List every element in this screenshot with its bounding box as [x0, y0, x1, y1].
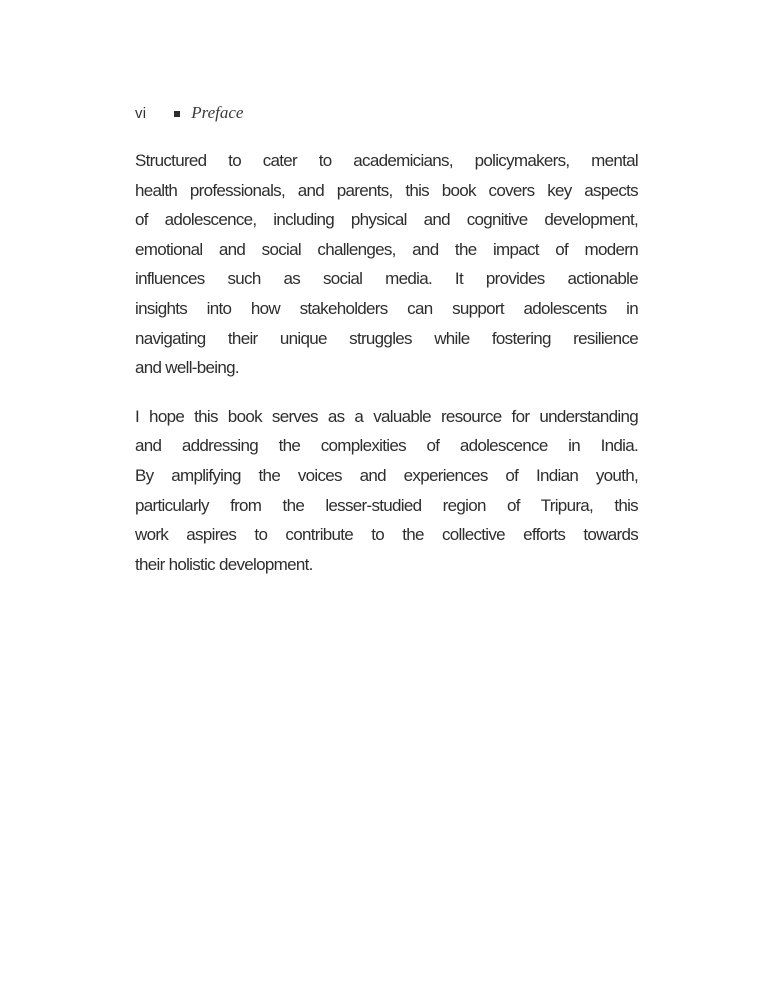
- text-line: their holistic development.: [135, 554, 313, 574]
- text-line: emotional and social challenges, and the impact of modern: [135, 239, 638, 259]
- paragraph-2: [135, 402, 638, 580]
- body-text: [135, 146, 638, 579]
- text-line: navigating their unique struggles while fostering resilience: [135, 328, 638, 348]
- text-line: particularly from the lesser-studied region of Tripura, this: [135, 495, 638, 515]
- text-line: Structured to cater to academicians, policymakers, mental: [135, 151, 638, 170]
- paragraph-1: [135, 146, 638, 383]
- text-line: influences such as social media. It provides actionable: [135, 269, 638, 289]
- running-header: [135, 103, 243, 123]
- text-line: of adolescence, including physical and cognitive development,: [135, 210, 638, 230]
- text-line: health professionals, and parents, this book covers key aspects: [135, 180, 638, 200]
- text-line: insights into how stakeholders can support adolescents in: [135, 298, 638, 318]
- square-bullet-icon: [174, 111, 180, 117]
- text-line: work aspires to contribute to the collective efforts towards: [135, 525, 638, 545]
- page-number: vi: [135, 104, 147, 122]
- text-line: By amplifying the voices and experiences of Indian youth,: [135, 465, 638, 485]
- running-title: Preface: [191, 103, 244, 122]
- text-line: and well-being.: [135, 358, 239, 378]
- text-line: I hope this book serves as a valuable resource for understanding: [135, 406, 638, 426]
- text-line: and addressing the complexities of adolescence in India.: [135, 436, 638, 456]
